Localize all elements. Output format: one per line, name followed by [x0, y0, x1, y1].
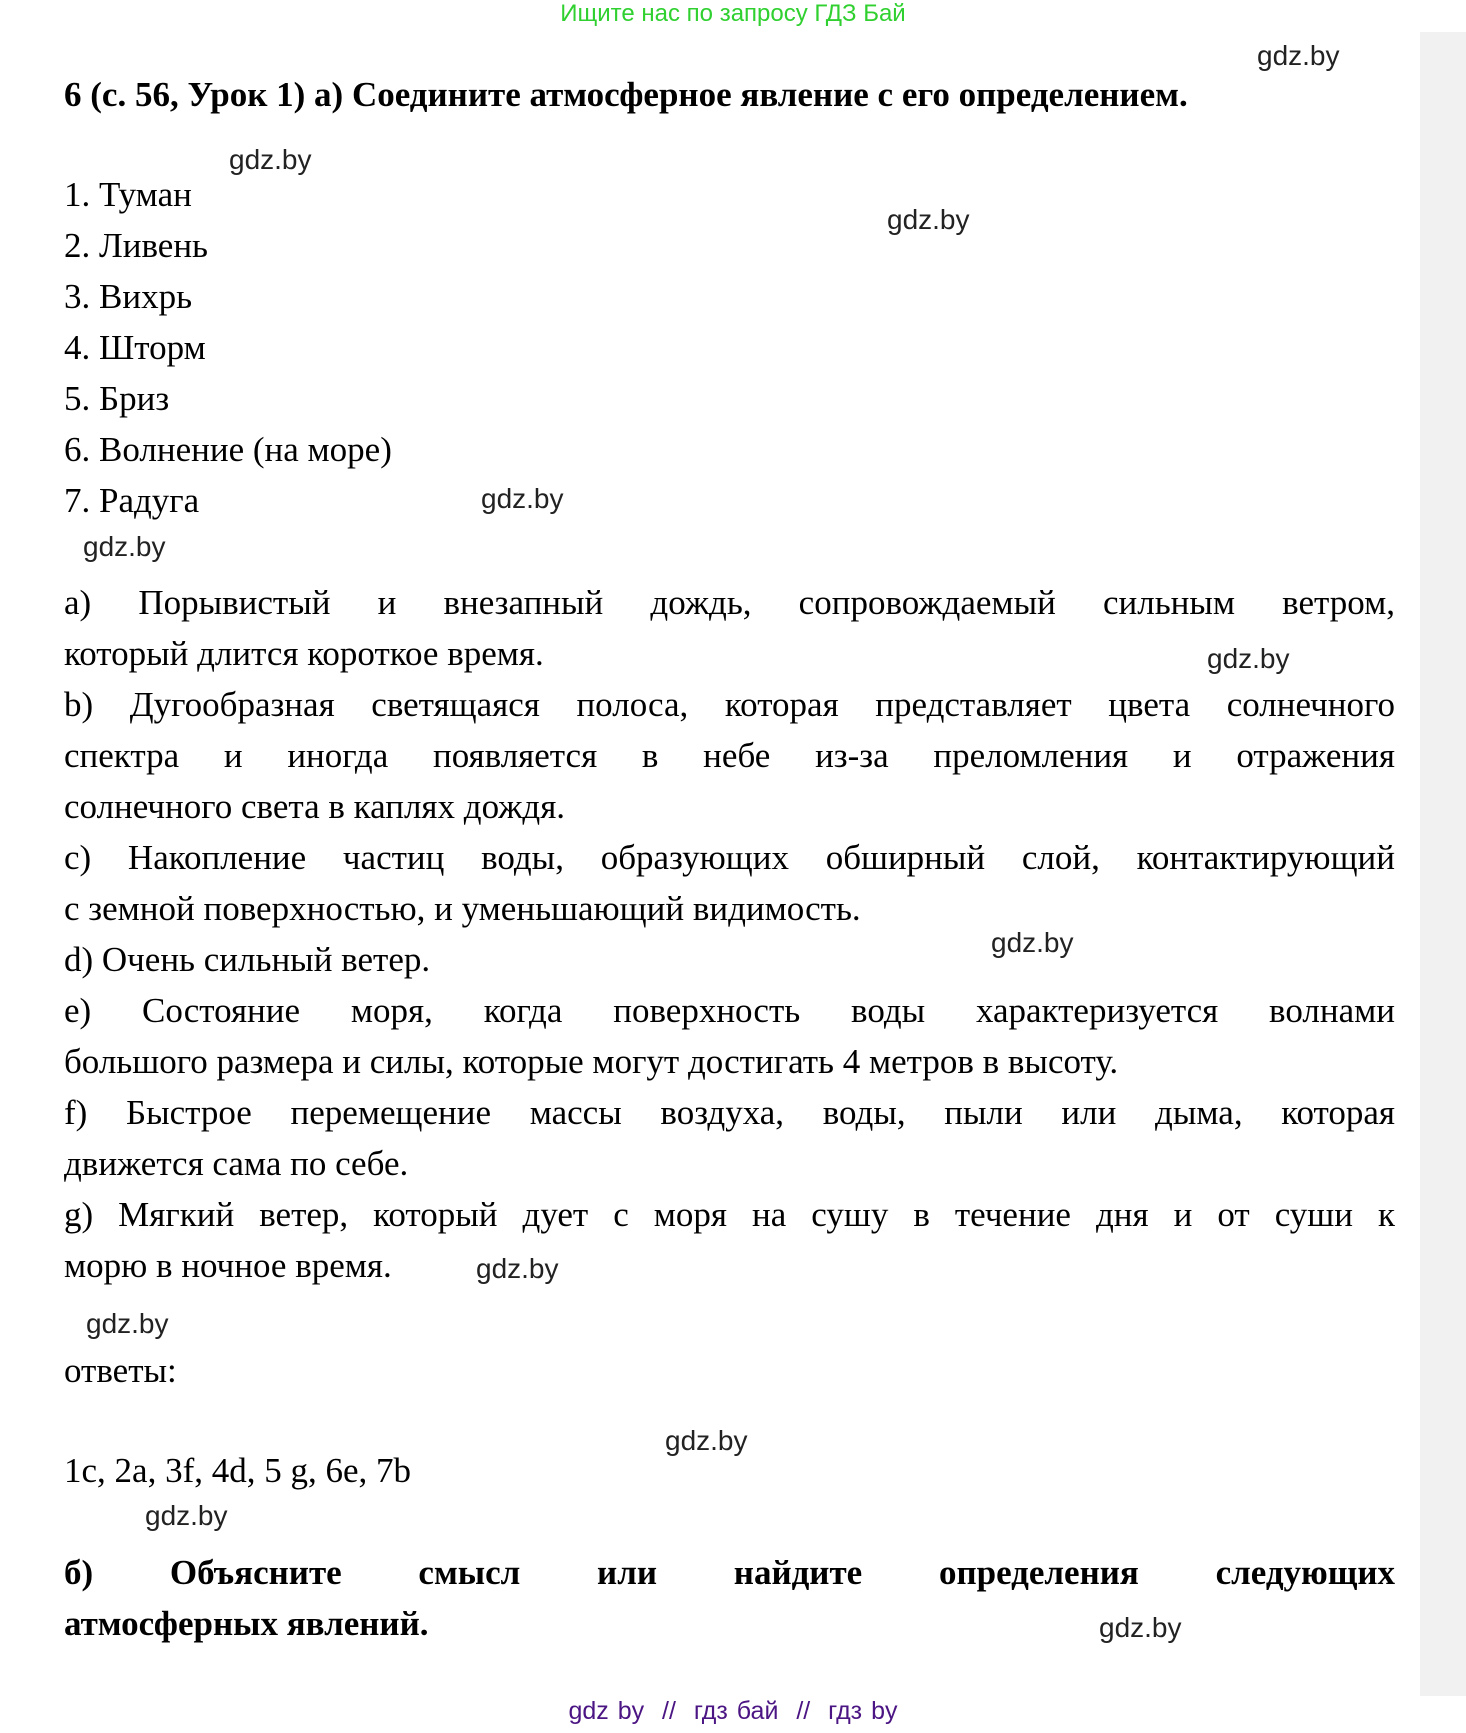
list-item: 6. Волнение (на море) — [64, 430, 392, 469]
list-item: 4. Шторм — [64, 328, 206, 367]
list-item: 5. Бриз — [64, 379, 170, 418]
side-panel — [1420, 32, 1466, 1696]
watermark: gdz.by — [476, 1253, 559, 1284]
watermark: gdz.by — [481, 483, 564, 514]
definition-line: движется сама по себе. — [64, 1144, 409, 1183]
watermark: gdz.by — [665, 1425, 748, 1456]
definition-line: b) Дугообразная светящаяся полоса, которая представляет цвета солнечного — [64, 685, 1395, 724]
footer-links[interactable]: gdz by // гдз бай // гдз by — [568, 1697, 898, 1725]
watermark: gdz.by — [1099, 1612, 1182, 1643]
task-title: 6 (с. 56, Урок 1) а) Соедините атмосферное явление с его определением. — [64, 75, 1188, 114]
answers-label: ответы: — [64, 1351, 177, 1390]
list-item: 3. Вихрь — [64, 277, 193, 316]
definition-line: e) Состояние моря, когда поверхность воды характеризуется волнами — [64, 991, 1395, 1030]
phenomena-list — [64, 169, 392, 526]
definition-line: g) Мягкий ветер, который дует с моря на сушу в течение дня и от суши к — [64, 1195, 1395, 1234]
definition-line: c) Накопление частиц воды, образующих обширный слой, контактирующий — [64, 838, 1395, 877]
answers: 1c, 2a, 3f, 4d, 5 g, 6e, 7b — [64, 1451, 412, 1490]
definition-line: f) Быстрое перемещение массы воздуха, воды, пыли или дыма, которая — [64, 1093, 1395, 1132]
part-b-task — [64, 1547, 1395, 1649]
watermark: gdz.by — [229, 144, 312, 175]
list-item: 2. Ливень — [64, 226, 209, 265]
definitions — [64, 577, 1395, 1291]
search-banner: Ищите нас по запросу ГДЗ Бай — [560, 0, 906, 27]
watermark: gdz.by — [887, 204, 970, 235]
definition-line: с земной поверхностью, и уменьшающий видимость. — [64, 889, 861, 928]
definition-line: который длится короткое время. — [64, 634, 544, 673]
part-b-line: атмосферных явлений. — [64, 1604, 429, 1643]
definition-line: большого размера и силы, которые могут достигать 4 метров в высоту. — [64, 1042, 1119, 1081]
watermark: gdz.by — [145, 1500, 228, 1531]
watermark: gdz.by — [83, 531, 166, 562]
definition-line: солнечного света в каплях дождя. — [64, 787, 566, 826]
definition-line: спектра и иногда появляется в небе из-за преломления и отражения — [64, 736, 1395, 775]
definition-line: морю в ночное время. — [64, 1246, 392, 1285]
part-b-line: б) Объясните смысл или найдите определения следующих — [64, 1553, 1395, 1592]
watermark: gdz.by — [1257, 40, 1340, 71]
list-item: 7. Радуга — [64, 481, 200, 520]
watermark: gdz.by — [1207, 643, 1290, 674]
list-item: 1. Туман — [64, 175, 192, 214]
watermark: gdz.by — [991, 927, 1074, 958]
watermark: gdz.by — [86, 1308, 169, 1339]
definition-line: d) Очень сильный ветер. — [64, 940, 431, 979]
definition-line: a) Порывистый и внезапный дождь, сопровождаемый сильным ветром, — [64, 583, 1395, 622]
